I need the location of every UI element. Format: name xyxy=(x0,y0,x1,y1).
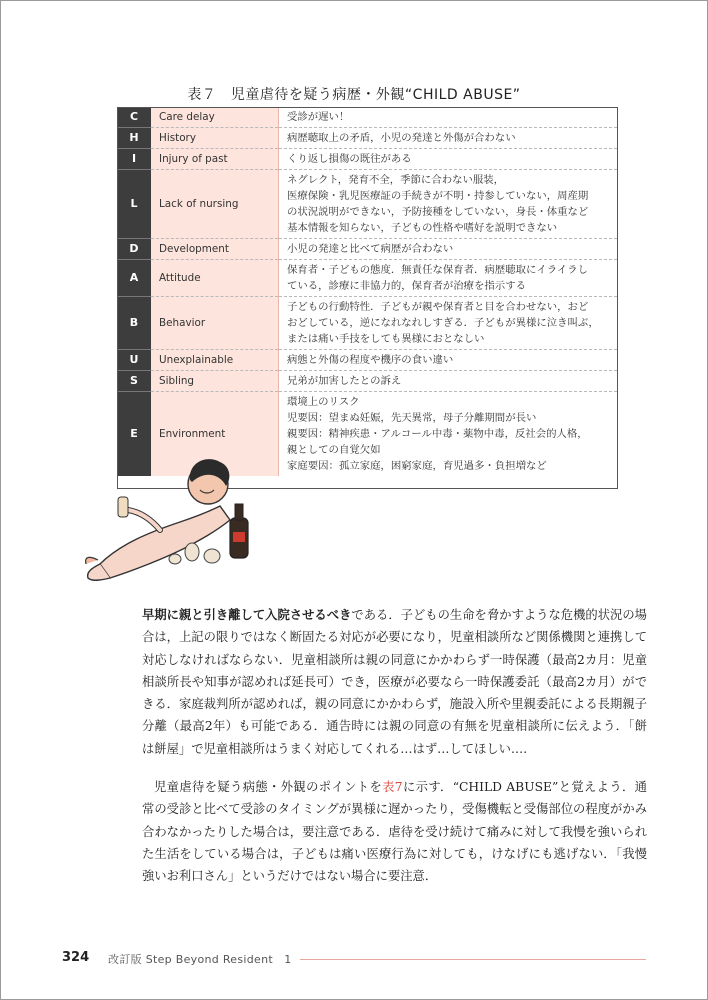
paragraph-2-text-a: 児童虐待を疑う病態・外観のポイントを xyxy=(154,780,383,794)
description-line: 兄弟が加害したとの訴え xyxy=(287,375,402,387)
row-english-term: Attitude xyxy=(151,260,279,297)
table-row xyxy=(117,350,617,371)
description-line: おどしている，逆になれなれしすぎる．子どもが異様に泣き叫ぶ， xyxy=(287,317,599,329)
description-line: 基本情報を知らない，子どもの性格や嗜好を説明できない xyxy=(287,222,558,234)
row-description xyxy=(279,371,618,392)
row-english-term: Injury of past xyxy=(151,149,279,170)
row-letter: S xyxy=(117,371,151,392)
paragraph-2-text-b: に示す．“CHILD ABUSE”と覚えよう．通常の受診と比べて受診のタイミングが異様に遅かったり，受傷機転と受傷部位の程度がかみ合わなかったりした場合は，要注意である．虐待を受け続けて痛みに対して我慢を強いられた生活をしている場合は，子どもは痛い医療行為に対しても，けなげにも逃げない．「我慢強いお利口さん」というだけではない場合に要注意． xyxy=(142,780,647,884)
table-reference-link[interactable]: 表7 xyxy=(382,780,403,794)
book-title: 改訂版 Step Beyond Resident 1 xyxy=(108,953,292,966)
paragraph-1-text: である．子どもの生命を脅かすような危機的状況の場合は，上記の限りではなく断固たる対応が必要になり，児童相談所など関係機関と連携して対応しなければならない．児童相談所は親の同意にかかわらず一時保護（最高2カ月：児童相談所長や知事が認めれば延長可）でき，医療が必要なら一時保護委託（最高2カ月）ができる．家庭裁判所が認めれば，親の同意にかかわらず，施設入所や里親委託による長期親子分離（最高2年）も可能である．通告時には親の同意の有無を児童相談所に伝えよう．「餅は餅屋」で児童相談所はうまく対応してくれる…はず…してほしい…. xyxy=(142,608,647,756)
description-line: 保育者・子どもの態度．無責任な保育者．病歴聴取にイライラし xyxy=(287,264,589,276)
description-line: 病歴聴取上の矛盾，小児の発達と外傷が合わない xyxy=(287,132,516,144)
description-line: 受診が遅い！ xyxy=(287,111,350,123)
paragraph-2 xyxy=(142,776,647,887)
row-english-term: Environment xyxy=(151,392,279,477)
table-row xyxy=(117,297,617,350)
row-letter: B xyxy=(117,297,151,350)
description-line: ている，診療に非協力的，保育者が治療を指示する xyxy=(287,280,526,292)
description-line: 環境上のリスク xyxy=(287,396,360,408)
table-row xyxy=(117,170,617,239)
row-letter: E xyxy=(117,392,151,477)
table-row xyxy=(117,149,617,170)
description-line: の状況説明ができない，予防接種をしていない，身長・体重など xyxy=(287,206,589,218)
row-description xyxy=(279,149,618,170)
row-english-term: Unexplainable xyxy=(151,350,279,371)
row-description xyxy=(279,107,618,128)
row-letter: L xyxy=(117,170,151,239)
row-letter: U xyxy=(117,350,151,371)
description-line: 児要因：望まぬ妊娠，先天異常，母子分離期間が長い xyxy=(287,412,537,424)
paragraph-1 xyxy=(142,604,647,760)
description-line: 親要因：精神疾患・アルコール中毒・薬物中毒，反社会的人格， xyxy=(287,428,588,440)
description-line: 親としての自覚欠如 xyxy=(287,444,381,456)
row-english-term: Lack of nursing xyxy=(151,170,279,239)
description-line: 家庭要因：孤立家庭，困窮家庭，育児過多・負担増など xyxy=(287,460,547,472)
row-english-term: Care delay xyxy=(151,107,279,128)
description-line: ネグレクト，発育不全，季節に合わない服装， xyxy=(287,174,505,186)
page-number: 324 xyxy=(62,950,90,965)
child-abuse-table xyxy=(117,107,617,476)
row-letter: I xyxy=(117,149,151,170)
row-english-term: History xyxy=(151,128,279,149)
row-description xyxy=(279,260,618,297)
paragraph-1-lead: 早期に親と引き離して入院させるべき xyxy=(142,608,352,622)
row-description xyxy=(279,350,618,371)
drunk-parent-illustration xyxy=(80,452,260,592)
description-line: 病態と外傷の程度や機序の食い違い xyxy=(287,354,454,366)
row-description xyxy=(279,392,618,477)
row-description xyxy=(279,170,618,239)
footer-rule xyxy=(300,959,646,960)
row-letter: C xyxy=(117,107,151,128)
row-description xyxy=(279,239,618,260)
row-english-term: Development xyxy=(151,239,279,260)
row-description xyxy=(279,297,618,350)
row-letter: D xyxy=(117,239,151,260)
row-english-term: Behavior xyxy=(151,297,279,350)
row-letter: H xyxy=(117,128,151,149)
table-row xyxy=(117,260,617,297)
table-row xyxy=(117,107,617,128)
description-line: 子どもの行動特性．子どもが親や保育者と目を合わせない，おど xyxy=(287,301,589,313)
row-letter: A xyxy=(117,260,151,297)
table-row xyxy=(117,239,617,260)
row-description xyxy=(279,128,618,149)
description-line: 医療保険・乳児医療証の手続きが不明・持参していない，周産期 xyxy=(287,190,589,202)
table-title: 表７ 児童虐待を疑う病歴・外観“CHILD ABUSE” xyxy=(187,87,521,103)
row-english-term: Sibling xyxy=(151,371,279,392)
description-line: または痛い手技をしても異様におとなしい xyxy=(287,333,485,345)
table-row xyxy=(117,371,617,392)
description-line: くり返し損傷の既往がある xyxy=(287,153,412,165)
description-line: 小児の発達と比べて病歴が合わない xyxy=(287,243,454,255)
table-row xyxy=(117,128,617,149)
